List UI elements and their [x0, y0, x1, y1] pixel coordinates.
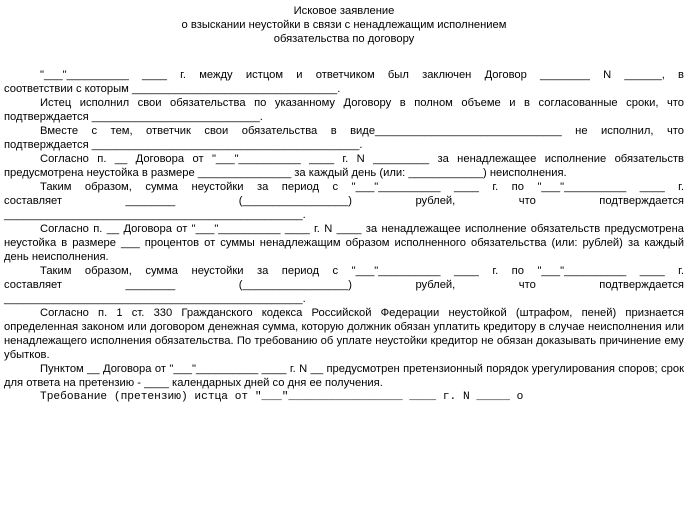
paragraph-7-line-1: Таким образом, сумма неустойки за период с "___"__________ ____ г. по "___"__________ ____ г. — [40, 265, 684, 277]
document-title — [4, 4, 684, 46]
paragraph-7-line-2: составляет ________ (_________________) рублей, что подтверждается — [4, 279, 684, 291]
paragraph-3-line-2: подтверждается ___________________________________________. — [4, 139, 363, 151]
title-line-2: о взыскании неустойки в связи с ненадлежащим исполнением — [181, 19, 507, 31]
paragraph-5-line-2: составляет ________ (_________________) рублей, что подтверждается — [4, 195, 684, 207]
paragraph-4: Согласно п. __ Договора от "___"__________ ____ г. N _________ за ненадлежащее исполнение обязательств предусмотрена неустойка в размере _______________ за каждый день (или: ____________) неисполнения. — [4, 153, 684, 179]
paragraph-2: Истец исполнил свои обязательства по указанному Договору в полном объеме и в согласованные сроки, что подтверждается ___________________________. — [4, 97, 684, 123]
paragraph-8: Согласно п. 1 ст. 330 Гражданского кодекса Российской Федерации неустойкой (штрафом, пеней) признается определенная законом или договором денежная сумма, которую должник обязан уплатить кредитору в случае неисполнения или ненадлежащего исполнения обязательства. По требованию об уплате неустойки кредитор не обязан доказывать причинение ему убытков. — [4, 307, 684, 361]
title-line-1: Исковое заявление — [293, 5, 395, 17]
title-line-3: обязательства по договору — [273, 33, 415, 45]
paragraph-5-line-1: Таким образом, сумма неустойки за период с "___"__________ ____ г. по "___"__________ ____ г. — [40, 181, 684, 193]
document-page — [4, 4, 684, 404]
paragraph-1-line-2: соответствии с которым _________________________________. — [4, 83, 341, 95]
paragraph-5-line-3: ________________________________________________. — [4, 209, 306, 221]
paragraph-7-line-3: ________________________________________________. — [4, 293, 306, 305]
paragraph-9: Пунктом __ Договора от "___"__________ ____ г. N __ предусмотрен претензионный порядок урегулирования споров; срок для ответа на претензию - ____ календарных дней со дня ее получения. — [4, 363, 684, 389]
paragraph-10: Требование (претензию) истца от "___"_________________ ____ г. N _____ о — [40, 391, 524, 403]
paragraph-3-line-1: Вместе с тем, ответчик свои обязательства в виде______________________________ не исполнил, что — [40, 125, 684, 137]
paragraph-1-line-1: "___"__________ ____ г. между истцом и ответчиком был заключен Договор ________ N ______, в — [40, 69, 684, 81]
paragraph-6: Согласно п. __ Договора от "___"__________ ____ г. N ____ за ненадлежащее исполнение обязательств предусмотрена неустойка в размере ___ процентов от суммы ненадлежащим образом исполненного обязательства (или: рублей) за каждый день неисполнения. — [4, 223, 684, 263]
